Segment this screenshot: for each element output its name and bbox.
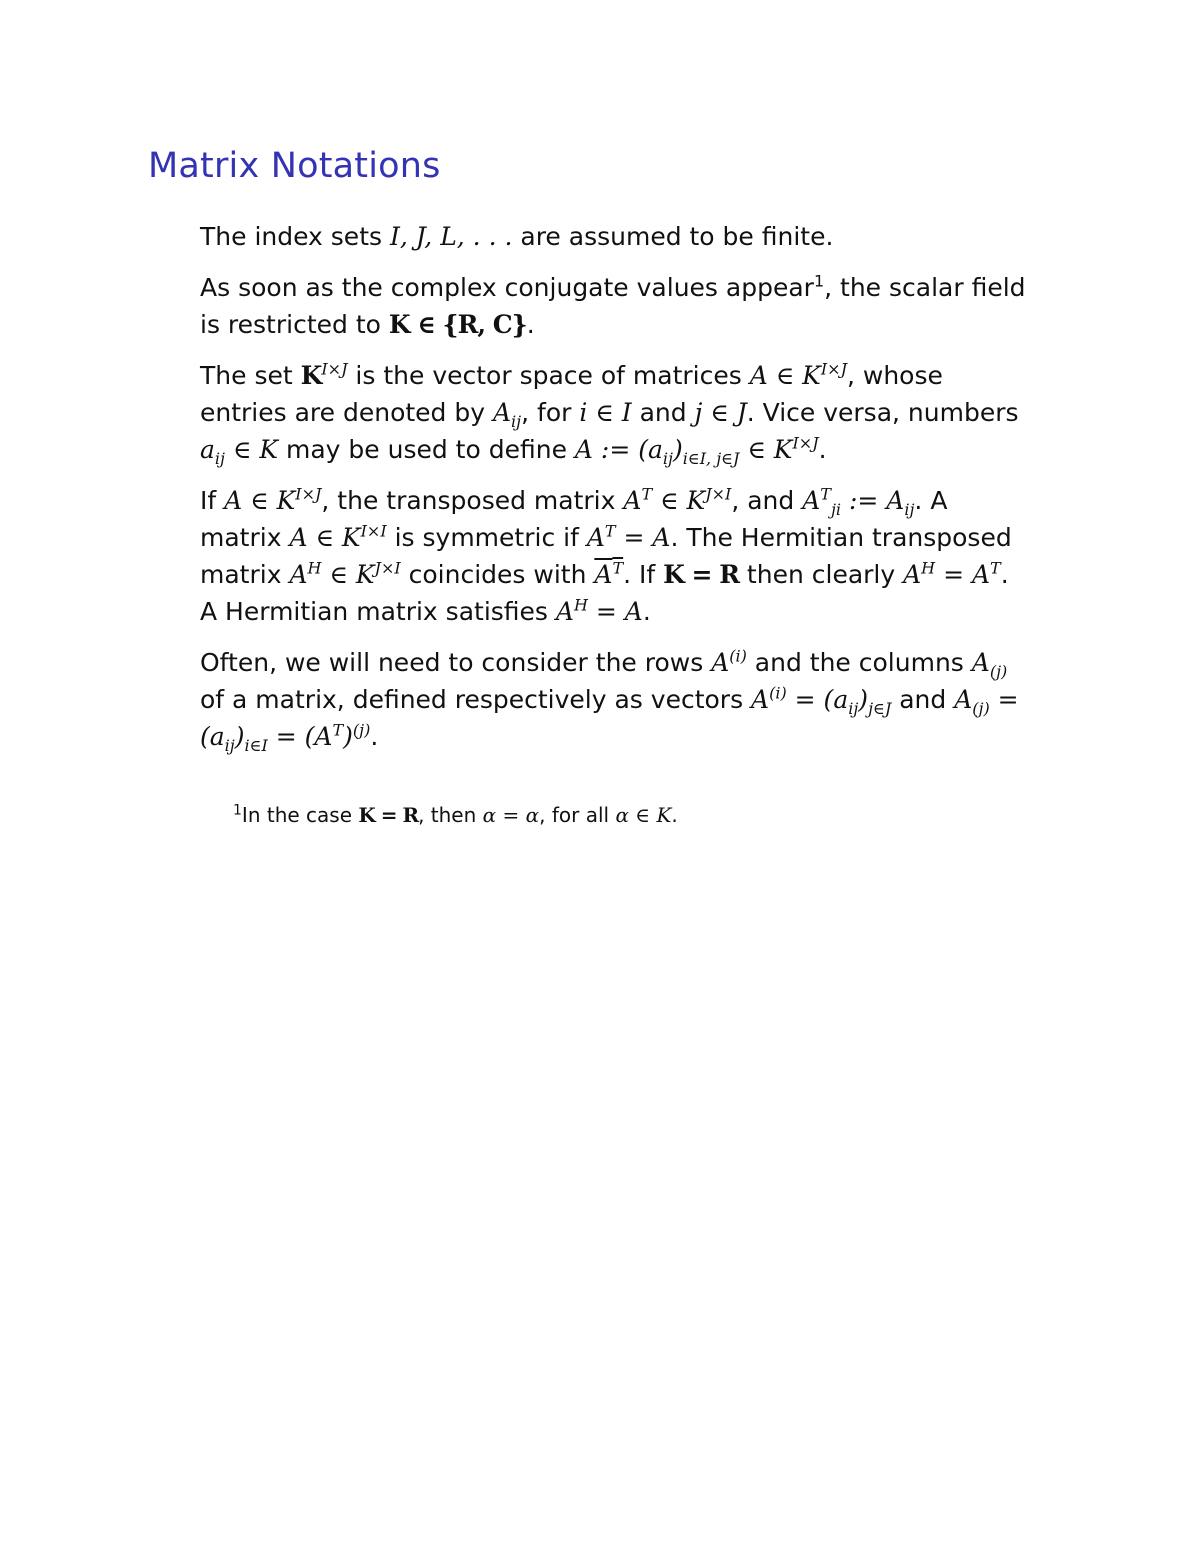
text: As soon as the complex conjugate values appear <box>200 273 814 302</box>
math: A <box>289 560 308 589</box>
subscript: ij <box>224 736 235 755</box>
math: A <box>971 648 990 677</box>
math: ) <box>234 722 245 751</box>
subscript: ij <box>904 500 915 519</box>
paragraph-index-sets <box>200 218 1030 255</box>
text: . Vice versa, numbers <box>746 398 1019 427</box>
math: A <box>623 486 642 515</box>
math: = A <box>935 560 991 589</box>
superscript: I×J <box>792 433 819 453</box>
math: α = α <box>482 803 540 827</box>
text: , for <box>521 398 580 427</box>
superscript: T <box>990 558 1001 578</box>
math: A := (a <box>574 435 663 464</box>
page-title: Matrix Notations <box>148 146 441 186</box>
text: The set <box>200 361 301 390</box>
math: A <box>555 597 574 626</box>
superscript: T <box>820 484 831 504</box>
superscript: I×J <box>820 359 847 379</box>
math: ∈ K <box>224 435 279 464</box>
math: i ∈ I <box>579 398 632 427</box>
math: = (A <box>267 722 333 751</box>
math: α ∈ K <box>615 803 672 827</box>
subscript: i∈I, j∈J <box>682 449 740 468</box>
text: . A Hermitian matrix satisfies <box>200 560 1009 626</box>
text: . If <box>623 560 664 589</box>
text: . The Hermitian transposed matrix <box>200 523 1012 589</box>
math: I, J, L, . . . <box>389 222 513 251</box>
math: A ∈ K <box>224 486 296 515</box>
math: ∈ K <box>652 486 706 515</box>
subscript: i∈I <box>244 736 268 755</box>
math: a <box>200 435 215 464</box>
superscript: I×J <box>321 359 348 379</box>
math: A ∈ K <box>749 361 821 390</box>
text: . <box>818 435 827 464</box>
math: ) <box>858 685 869 714</box>
text: and <box>631 398 695 427</box>
superscript: H <box>921 558 936 578</box>
text: . <box>671 803 678 827</box>
superscript: J×I <box>705 484 732 504</box>
footnote-ref: 1 <box>813 271 825 291</box>
math: ) <box>672 435 683 464</box>
superscript: T <box>604 521 616 541</box>
subscript: ij <box>511 412 522 431</box>
subscript: ij <box>848 699 859 718</box>
superscript: (j) <box>352 720 371 740</box>
text: , whose entries are denoted by <box>200 361 943 427</box>
math: A <box>751 685 770 714</box>
superscript: T <box>641 484 653 504</box>
paragraph-transpose <box>200 482 1030 630</box>
math: K = R <box>358 803 419 827</box>
superscript: T <box>332 720 344 740</box>
text: . <box>370 722 379 751</box>
math: := A <box>841 486 905 515</box>
math: K = R <box>663 560 739 589</box>
text: In the case <box>241 803 359 827</box>
text: coincides with <box>400 560 595 589</box>
text: may be used to define <box>278 435 575 464</box>
superscript: I×J <box>295 484 322 504</box>
superscript: H <box>573 595 588 615</box>
text: If <box>200 486 225 515</box>
text: . A matrix <box>200 486 948 552</box>
text: of a matrix, defined respectively as vectors <box>200 685 752 714</box>
footnote-mark: 1 <box>233 802 242 819</box>
superscript: I×I <box>360 521 387 541</box>
math: = (a <box>200 685 1019 751</box>
math: = A <box>615 523 671 552</box>
text: . <box>642 597 651 626</box>
subscript: ij <box>214 449 225 468</box>
math: A <box>954 685 973 714</box>
text: . <box>526 310 535 339</box>
math: A <box>903 560 922 589</box>
math: A <box>492 398 512 427</box>
text: and the columns <box>746 648 972 677</box>
math: A ∈ K <box>289 523 361 552</box>
text: is the vector space of matrices <box>347 361 750 390</box>
text: , the transposed matrix <box>321 486 624 515</box>
math: = A <box>587 597 643 626</box>
footnote <box>233 800 1033 830</box>
math: ) <box>343 722 353 751</box>
text: , and <box>731 486 803 515</box>
superscript: J×I <box>374 558 401 578</box>
math: A <box>586 523 605 552</box>
math: K ∈ {R, C} <box>388 310 527 339</box>
math: A <box>594 560 613 589</box>
subscript: ji <box>830 500 842 519</box>
text: are assumed to be finite. <box>512 222 834 251</box>
text: The index sets <box>200 222 390 251</box>
slide-body <box>200 218 1030 769</box>
superscript: (i) <box>729 646 747 666</box>
superscript: T <box>612 558 624 578</box>
math: ∈ K <box>321 560 375 589</box>
superscript: H <box>307 558 322 578</box>
paragraph-rows-columns <box>200 644 1030 755</box>
subscript: (j) <box>972 699 990 718</box>
math: j ∈ J <box>694 398 747 427</box>
paragraph-matrix-space <box>200 357 1030 468</box>
math: K <box>300 361 322 390</box>
math: A <box>802 486 821 515</box>
text: and <box>891 685 955 714</box>
superscript: (i) <box>769 683 787 703</box>
text: then clearly <box>738 560 904 589</box>
text: is symmetric if <box>386 523 587 552</box>
subscript: j∈J <box>868 699 892 718</box>
text: , the scalar field is restricted to <box>200 273 1026 339</box>
conjugate-overline <box>594 560 623 589</box>
paragraph-scalar-field <box>200 269 1030 343</box>
subscript: ij <box>662 449 673 468</box>
subscript: (j) <box>989 662 1008 681</box>
math: ∈ K <box>739 435 793 464</box>
math: = (a <box>786 685 849 714</box>
text: Often, we will need to consider the rows <box>200 648 712 677</box>
text: , then <box>418 803 483 827</box>
math: A <box>711 648 730 677</box>
text: , for all <box>539 803 616 827</box>
